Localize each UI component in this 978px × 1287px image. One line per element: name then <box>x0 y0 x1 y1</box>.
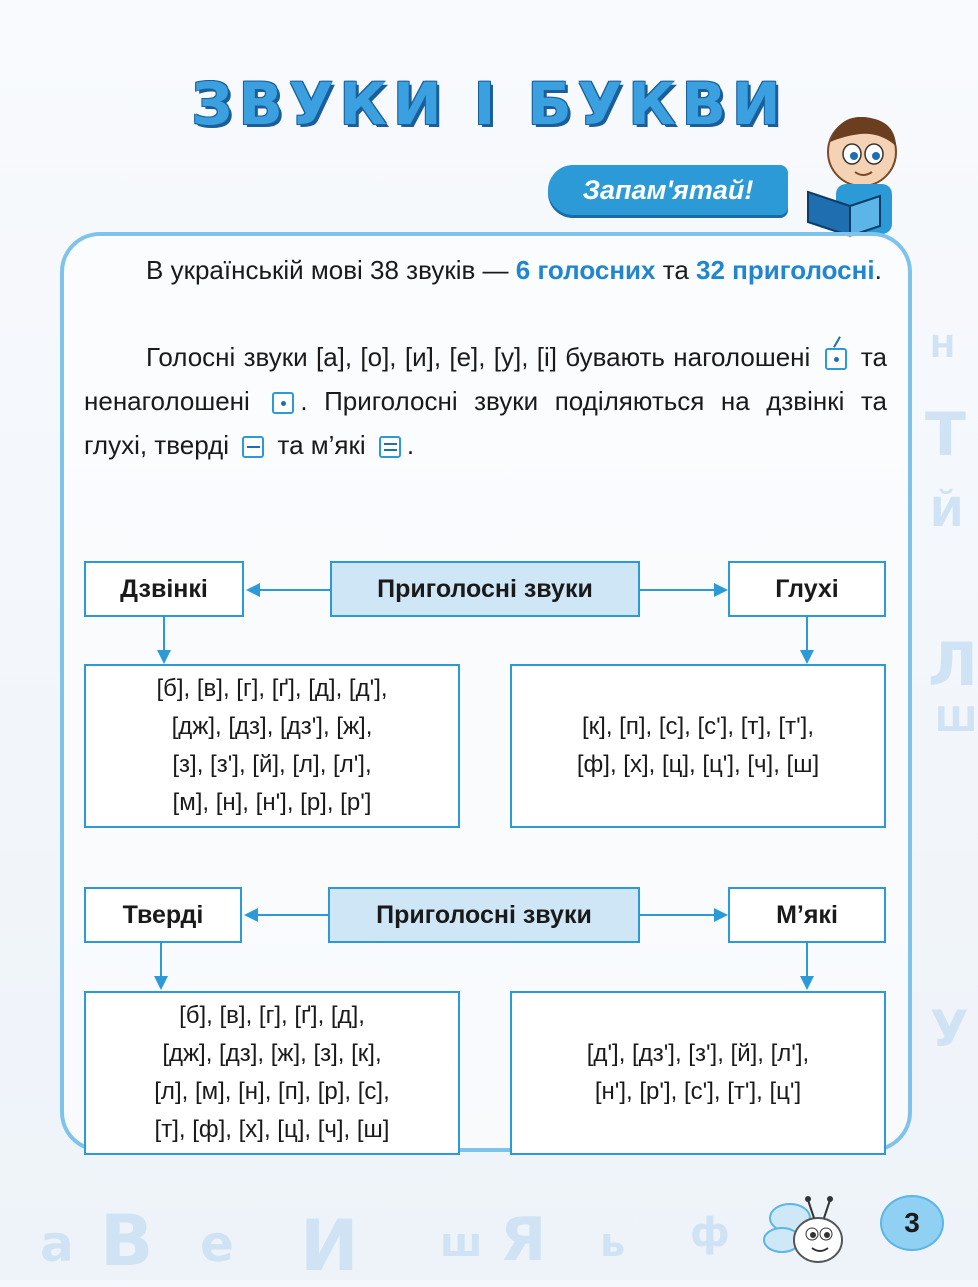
decor-letter: ф <box>690 1210 730 1256</box>
list-item: [дж], [дз], [ж], [з], [к], <box>162 1040 382 1067</box>
soft-header: М’які <box>728 887 886 943</box>
decor-letter: Л <box>928 630 978 700</box>
page-number-label: 3 <box>880 1195 944 1251</box>
list-item: [б], [в], [г], [ґ], [д], <box>179 1002 365 1029</box>
arrow-down-voiceless <box>806 617 808 653</box>
sounds-text-2: та ненаголошені <box>84 342 887 416</box>
list-item: [з], [з'], [й], [л], [л'], <box>172 751 372 778</box>
arrow-to-voiced <box>258 589 330 591</box>
stressed-mark-icon <box>825 348 847 370</box>
unstressed-mark-icon <box>272 392 294 414</box>
list-item: [н'], [р'], [с'], [т'], [ц'] <box>594 1078 802 1105</box>
decor-letter: И <box>300 1205 359 1287</box>
intro-text-1: В українській мові 38 звуків — <box>146 255 516 285</box>
sounds-text-3: . Приголосні звуки поділяються на дзвінкі та глухі, тверді <box>84 386 887 460</box>
arrow-to-soft <box>640 914 716 916</box>
page-number <box>868 1188 956 1258</box>
intro-text-3: . <box>874 255 882 285</box>
decor-letter: У <box>930 1000 969 1058</box>
decor-letter: В <box>100 1200 154 1282</box>
arrow-to-voiced-tip <box>246 583 260 597</box>
boy-reading-illustration <box>800 112 910 242</box>
voiced-list <box>84 664 460 828</box>
voiceless-header: Глухі <box>728 561 886 617</box>
voiceless-list <box>510 664 886 828</box>
arrow-to-soft-tip <box>714 908 728 922</box>
soft-mark-icon <box>379 436 401 458</box>
decor-letter: Н <box>930 330 956 365</box>
arrow-down-hard-tip <box>154 976 168 990</box>
arrow-to-hard <box>256 914 328 916</box>
remember-banner: Запам'ятай! <box>548 165 788 215</box>
list-item: [к], [п], [с], [с'], [т], [т'], <box>581 713 814 740</box>
arrow-down-soft-tip <box>800 976 814 990</box>
arrow-to-hard-tip <box>244 908 258 922</box>
consonants-header-1: Приголосні звуки <box>330 561 640 617</box>
soft-list <box>510 991 886 1155</box>
hard-mark-icon <box>242 436 264 458</box>
sounds-text-5: . <box>406 430 415 460</box>
list-item: [д'], [дз'], [з'], [й], [л'], <box>586 1040 810 1067</box>
page-title: ЗВУКИ І БУКВИ <box>191 70 787 138</box>
arrow-down-soft <box>806 943 808 979</box>
hard-header: Тверді <box>84 887 242 943</box>
arrow-to-voiceless <box>640 589 716 591</box>
bee-illustration <box>760 1188 860 1278</box>
arrow-down-voiced-tip <box>157 650 171 664</box>
decor-letter: е <box>200 1215 234 1273</box>
list-item: [дж], [дз], [дз'], [ж], <box>171 713 373 740</box>
intro-paragraph <box>84 248 887 292</box>
decor-letter: ш <box>440 1220 483 1266</box>
decor-letter: ь <box>600 1220 626 1266</box>
decor-letter: Й <box>930 490 964 536</box>
list-item: [л], [м], [н], [п], [р], [с], <box>154 1078 390 1105</box>
voiced-header: Дзвінкі <box>84 561 244 617</box>
arrow-down-voiceless-tip <box>800 650 814 664</box>
sounds-text-4: та м’які <box>270 430 373 460</box>
list-item: [т], [ф], [х], [ц], [ч], [ш] <box>154 1116 390 1143</box>
vowels-count: 6 голосних <box>515 255 656 285</box>
intro-text-2: та <box>655 255 697 285</box>
decor-letter: Ш <box>935 700 978 740</box>
arrow-to-voiceless-tip <box>714 583 728 597</box>
hard-list <box>84 991 460 1155</box>
decor-letter: Т <box>925 400 966 470</box>
list-item: [б], [в], [г], [ґ], [д], [д'], <box>156 675 388 702</box>
sounds-paragraph <box>84 335 887 467</box>
list-item: [ф], [х], [ц], [ц'], [ч], [ш] <box>576 751 820 778</box>
consonants-header-2: Приголосні звуки <box>328 887 640 943</box>
arrow-down-hard <box>160 943 162 979</box>
consonants-count: 32 приголосні <box>696 255 875 285</box>
sounds-text-1: Голосні звуки [а], [о], [и], [е], [у], [і] бувають наголошені <box>146 342 819 372</box>
list-item: [м], [н], [н'], [р], [р'] <box>172 789 372 816</box>
decor-letter: Я <box>500 1205 547 1275</box>
arrow-down-voiced <box>163 617 165 653</box>
decor-letter: а <box>40 1215 74 1273</box>
